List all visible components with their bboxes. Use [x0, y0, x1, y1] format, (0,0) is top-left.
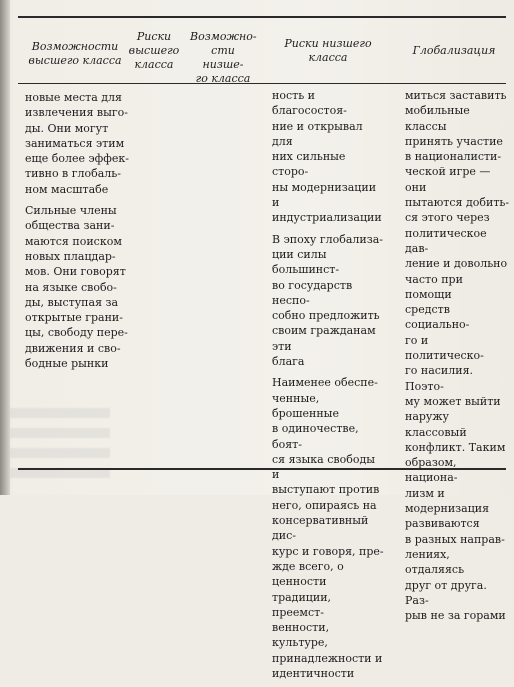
cell-paragraph: Сильные члены общества зани- маются поиском новых плацдар- мов. Они говорят на языке свобо- ды, выступая за открытые грани- цы, свободу пере- движения и сво- бодные рынки [25, 204, 128, 371]
table-header-rule [18, 83, 506, 84]
cell-paragraph: новые места для извлечения выго- ды. Они могут заниматься этим еще более эффек- тивно в глобаль- ном масштабе [25, 91, 129, 196]
column-globalization [405, 88, 510, 629]
header-lower-class-risks: Риски низшего класса [284, 37, 372, 64]
header-globalization: Глобализация [412, 44, 496, 57]
column-lower-class-risks [272, 88, 384, 687]
page-gutter-shadow [0, 0, 10, 495]
cell-paragraph: миться заставить мобильные классы принять участие в националисти- ческой игре — они пытаются добить- ся этого через политическое дав- ление и довольно часто при помощи средств социально- го и политическо- го насилия. Поэто- му может выйти наружу классовый конфликт. Таким образом, национа- лизм и модернизация развиваются в разных направ- лениях, отдаляясь друг от друга. Раз- рыв не за горами [405, 89, 510, 623]
cell-paragraph: В эпоху глобализа- ции силы большинст- во государств неспо- собно предложить своим гражданам эти блага [272, 232, 384, 369]
cell-paragraph: Наименее обеспе- ченные, брошенные в одиночестве, боят- ся языка свободы и выступают против него, опираясь на консервативный дис- курс и говоря, пре- жде всего, о ценности традиции, преемст- венности, культуре, принадлежности и идентичности [272, 376, 384, 680]
header-upper-class-opportunities: Возможности высшего класса [28, 40, 122, 67]
header-upper-class-risks: Риски высшего класса [128, 30, 180, 71]
column-upper-class-opportunities [25, 90, 133, 377]
table-top-rule [18, 16, 506, 18]
header-lower-class-opportunities: Возможно- сти низше- го класса [190, 30, 257, 85]
cell-paragraph: ность и благосостоя- ние и открывал для них сильные сторо- ны модернизации и индустриализации [272, 89, 382, 225]
